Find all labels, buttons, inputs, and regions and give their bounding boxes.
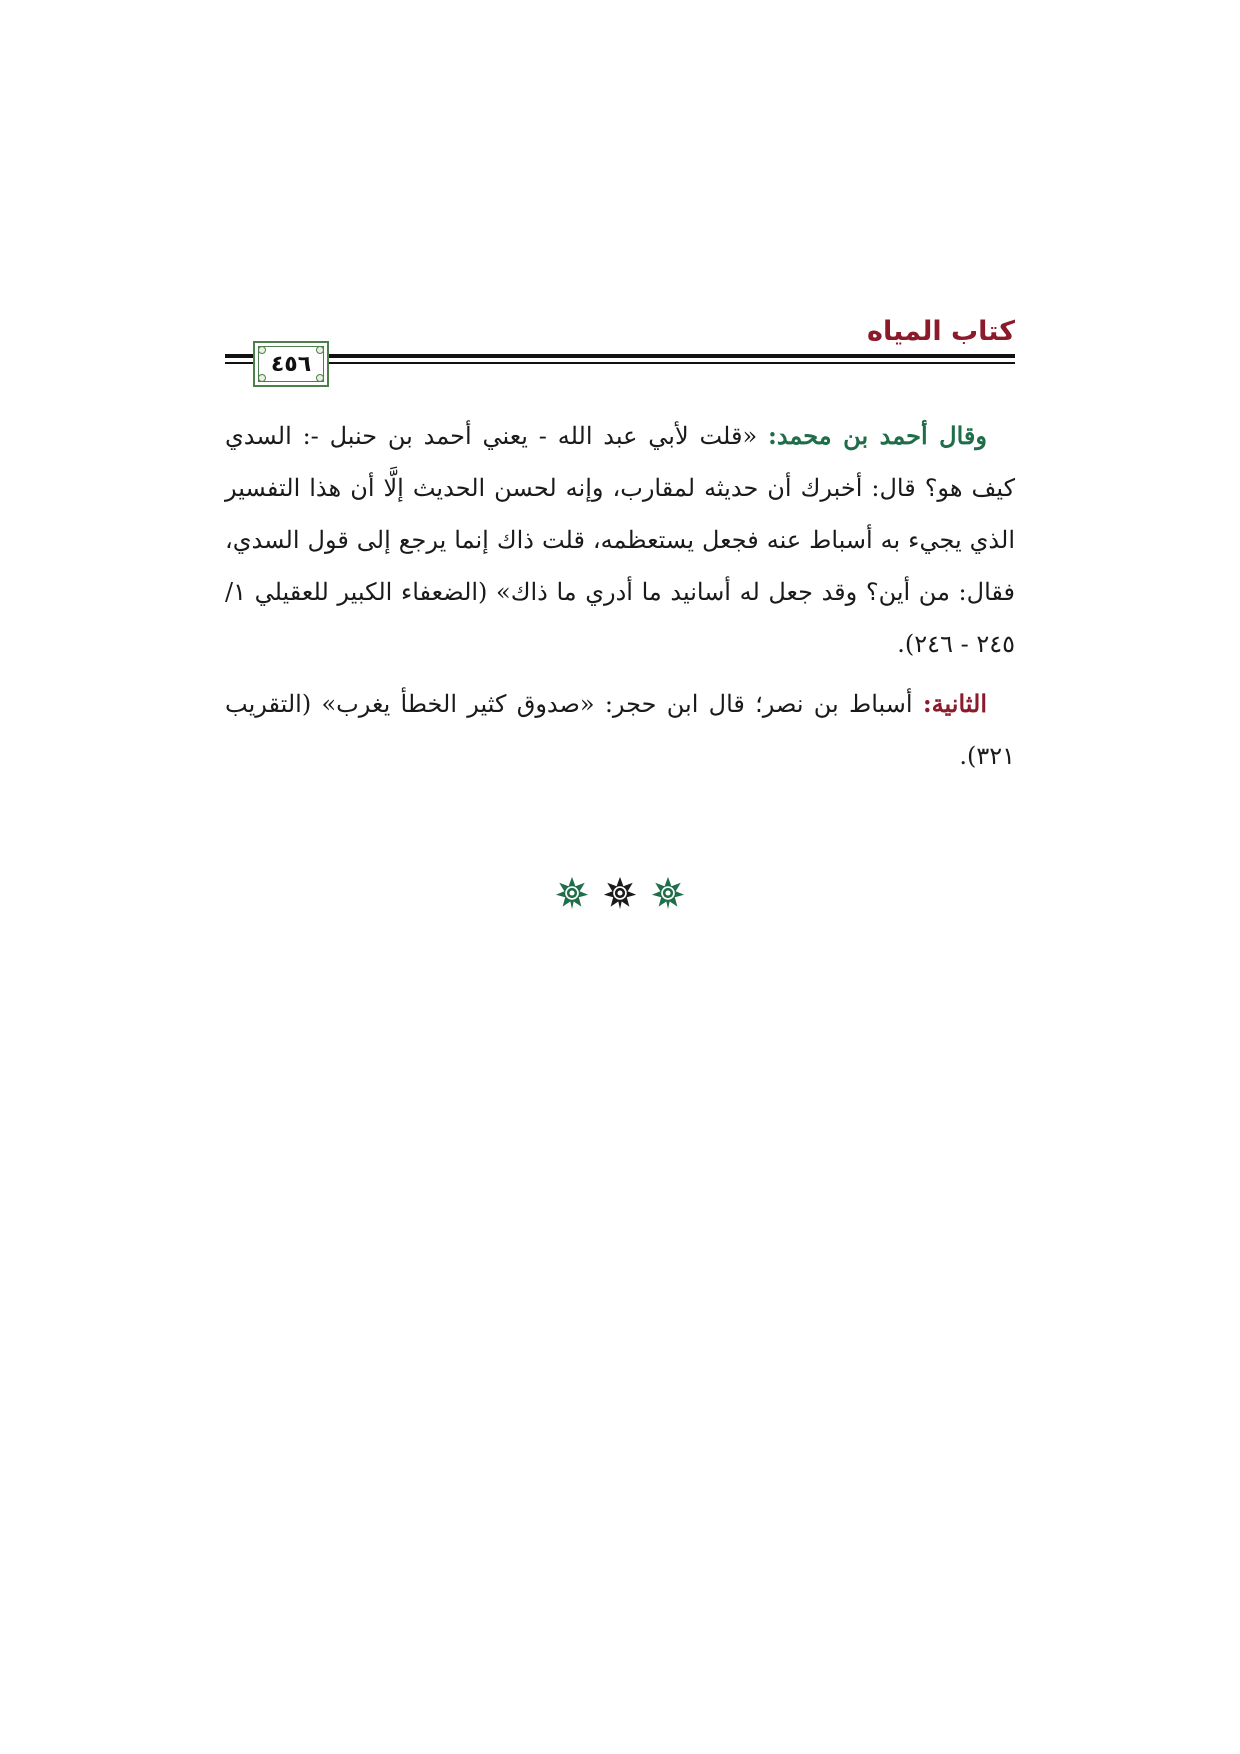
frame-corner-ornament-icon [258, 374, 266, 382]
paragraph-2-text: أسباط بن نصر؛ قال ابن حجر: «صدوق كثير الخطأ يغرب» (التقريب ٣٢١). [225, 690, 1015, 770]
paragraph-1-lead: وقال أحمد بن محمد: [767, 421, 987, 450]
star-flower-dark-icon [603, 876, 637, 910]
paragraph-1-text: «قلت لأبي عبد الله - يعني أحمد بن حنبل -: السدي كيف هو؟ قال: أخبرك أن حديثه لمقارب، وإنه لحسن الحديث إلَّا أن هذا التفسير الذي يجيء به أسباط عنه فجعل يستعظمه، قلت ذاك إنما يرجع إلى قول السدي، فقال: من أين؟ وقد جعل له أسانيد ما أدري ما ذاك» (الضعفاء الكبير للعقيلي ١/ ٢٤٥ - ٢٤٦). [225, 422, 1015, 658]
frame-corner-ornament-icon [316, 346, 324, 354]
paragraph-2-lead: الثانية: [922, 689, 987, 718]
page-number-frame [253, 341, 329, 387]
header-rule-thick [225, 354, 1015, 358]
page-number-inner-frame [258, 346, 324, 382]
page-number: ٤٥٦ [270, 351, 312, 377]
frame-corner-ornament-icon [316, 374, 324, 382]
paragraph-2 [225, 678, 1015, 782]
star-flower-green-icon [651, 876, 685, 910]
header-rule-thin [225, 362, 1015, 364]
running-title: كتاب المياه [867, 316, 1015, 347]
body-text [225, 410, 1015, 790]
star-flower-green-icon [555, 876, 589, 910]
paragraph-1 [225, 410, 1015, 670]
section-end-ornaments [0, 876, 1240, 910]
frame-corner-ornament-icon [258, 346, 266, 354]
